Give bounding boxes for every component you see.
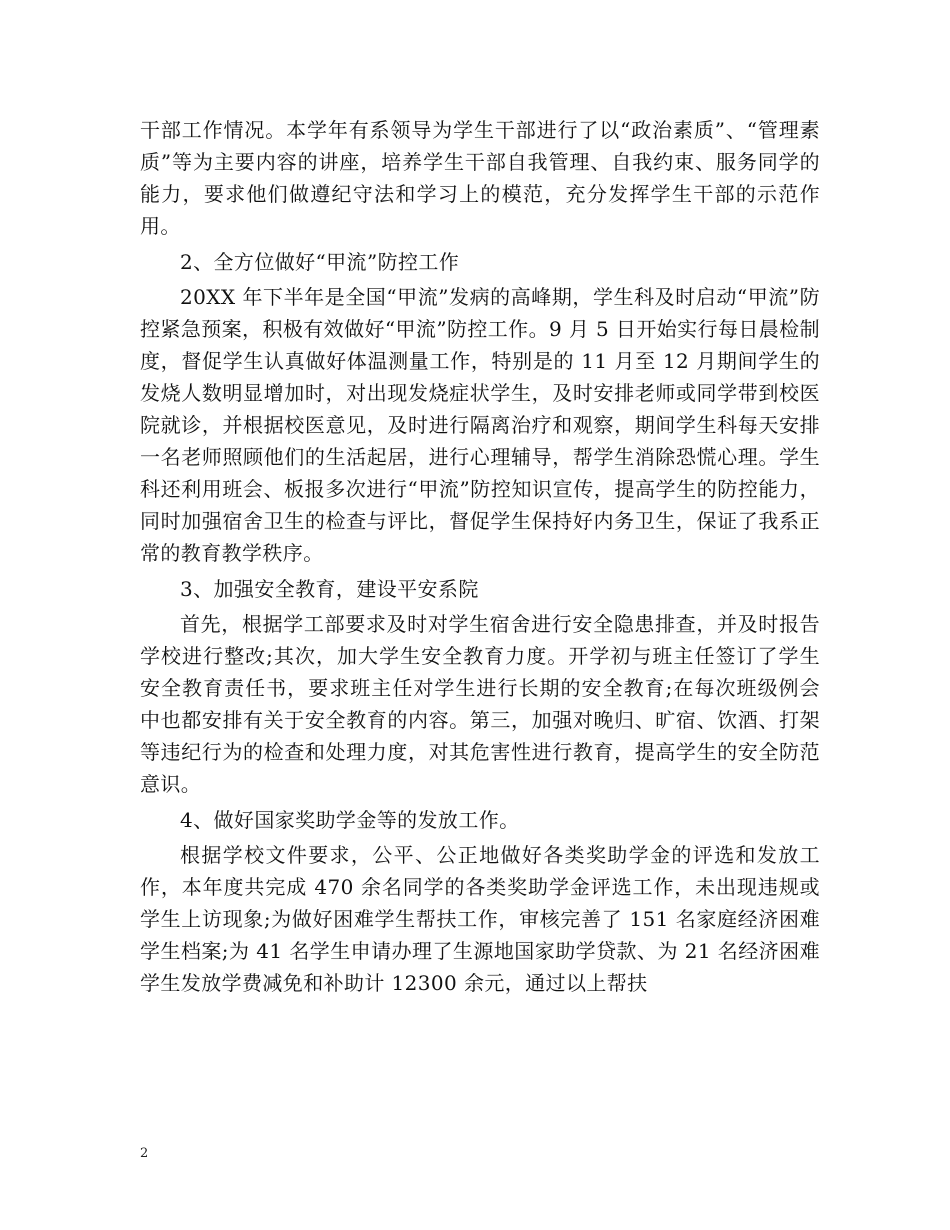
paragraph: 干部工作情况。本学年有系领导为学生干部进行了以“政治素质”、“管理素质”等为主要内容的讲座，培养学生干部自我管理、自我约束、服务同学的能力，要求他们做遵纪守法和学习上的模范，充分发挥学生干部的示范作用。	[140, 118, 820, 238]
paragraph: 4、做好国家奖助学金等的发放工作。	[180, 807, 520, 832]
paragraph: 3、加强安全教育，建设平安系院	[180, 576, 479, 601]
paragraph: 根据学校文件要求，公平、公正地做好各类奖助学金的评选和发放工作，本年度共完成 470 余名同学的各类奖助学金评选工作，未出现违规或学生上访现象;为做好困难学生帮扶工作，审核完善了 151 名家庭经济困难学生档案;为 41 名学生申请办理了生源地国家助学贷款、为 21 名经济困难学生发放学费减免和补助计 12300 余元，通过以上帮扶	[140, 843, 820, 995]
page-number: 2	[140, 1146, 149, 1161]
paragraph: 20XX 年下半年是全国“甲流”发病的高峰期，学生科及时启动“甲流”防控紧急预案，积极有效做好“甲流”防控工作。9 月 5 日开始实行每日晨检制度，督促学生认真做好体温测量工作，特别是的 11 月至 12 月期间学生的发烧人数明显增加时，对出现发烧症状学生，及时安排老师或同学带到校医院就诊，并根据校医意见，及时进行隔离治疗和观察，期间学生科每天安排一名老师照顾他们的生活起居，进行心理辅导，帮学生消除恐慌心理。学生科还利用班会、板报多次进行“甲流”防控知识宣传，提高学生的防控能力，同时加强宿舍卫生的检查与评比，督促学生保持好内务卫生，保证了我系正常的教育教学秩序。	[140, 285, 820, 565]
paragraph: 2、全方位做好“甲流”防控工作	[180, 249, 460, 274]
document-body	[140, 114, 820, 1003]
paragraph: 首先，根据学工部要求及时对学生宿舍进行安全隐患排查，并及时报告学校进行整改;其次，加大学生安全教育力度。开学初与班主任签订了学生安全教育责任书，要求班主任对学生进行长期的安全教育;在每次班级例会中也都安排有关于安全教育的内容。第三，加强对晚归、旷宿、饮酒、打架等违纪行为的检查和处理力度，对其危害性进行教育，提高学生的安全防范意识。	[140, 612, 820, 796]
